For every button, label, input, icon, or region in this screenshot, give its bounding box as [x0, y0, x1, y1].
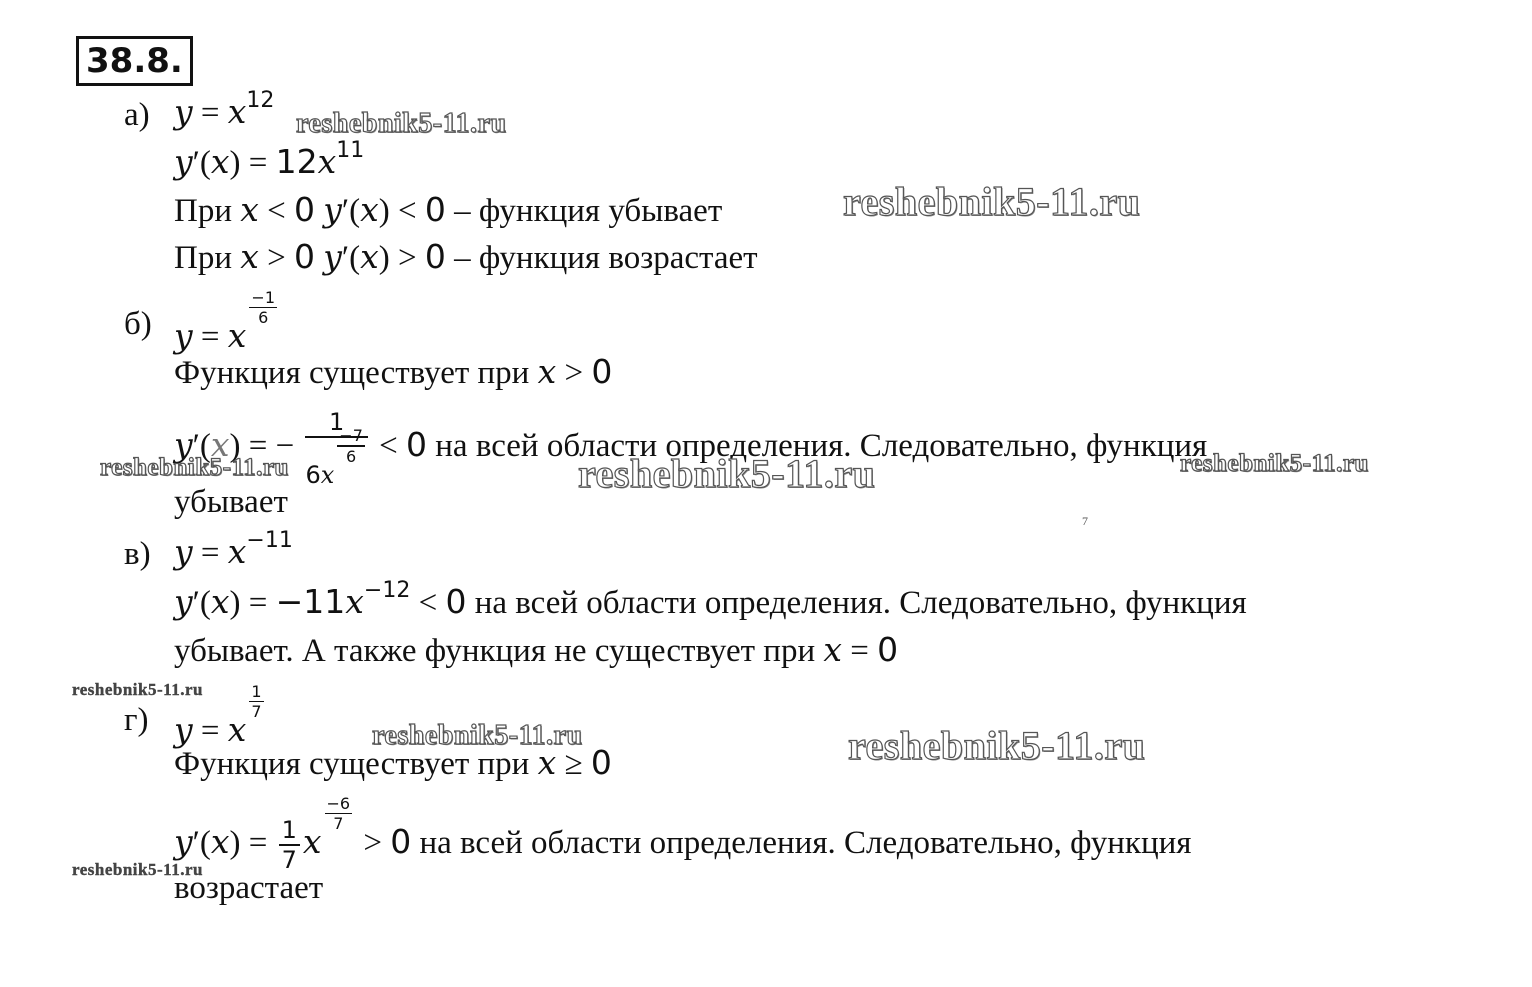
part-b-domain-text: на всей области определения. Следовательно, функция — [435, 428, 1208, 465]
part-g-exists-text: Функция существует при — [174, 746, 530, 782]
part-v-derivative-line: $y'(x) = -11x^{-12} < 0$ на всей области определения. Следовательно, функция — [174, 578, 1247, 621]
part-g-result: возрастает — [174, 870, 324, 906]
part-g-domain-text: на всей области определения. Следовательно, функция — [419, 825, 1192, 861]
watermark: reshebnik5-11.ru — [72, 860, 203, 879]
part-v-result-line: убывает. А также функция не существует при x = 0 — [174, 630, 899, 669]
part-v-label: в) — [124, 536, 151, 572]
part-g-label: г) — [124, 702, 149, 738]
watermark: reshebnik5-11.ru — [100, 454, 289, 481]
part-b-existence: Функция существует при x > 0 — [174, 352, 613, 391]
problem-number: 38.8. — [76, 36, 193, 86]
part-g-existence: Функция существует при x ≥ 0 — [174, 743, 612, 782]
watermark: reshebnik5-11.ru — [296, 108, 507, 139]
watermark: reshebnik5-11.ru — [578, 451, 876, 496]
part-a-lead-1: При — [174, 193, 232, 229]
part-a-increasing-text: – функция возрастает — [454, 240, 758, 276]
watermark: reshebnik5-11.ru — [1180, 450, 1369, 477]
part-a-function: $y = x^{12}$ — [174, 88, 275, 131]
part-b-function: y = x $\frac{-1}{6}$ — [174, 288, 275, 355]
part-a-decreasing-text: – функция убывает — [454, 193, 723, 229]
part-b-exists-text: Функция существует при — [174, 355, 530, 391]
part-a-lead-2: При — [174, 240, 232, 276]
part-a-increasing-line: При x > 0 y′(x) > 0 – функция возрастает — [174, 237, 758, 276]
stray-mark: 7 — [1082, 514, 1088, 528]
watermark: reshebnik5-11.ru — [372, 720, 583, 751]
part-b-derivative-line: y′(x) = − 1 6x $\frac{-7}{6}$ < 0 на всей области определения. Следовательно, функция — [174, 408, 1208, 489]
part-a-label: а) — [124, 97, 150, 133]
part-v-domain-text: на всей области определения. Следовательно, функция — [474, 585, 1247, 621]
part-b-result: убывает — [174, 484, 288, 520]
watermark: reshebnik5-11.ru — [848, 723, 1146, 768]
watermark: reshebnik5-11.ru — [843, 179, 1141, 224]
part-v-function: $y = x^{-11}$ — [174, 528, 293, 571]
part-a-derivative: $y'(x) = 12x^{11}$ — [174, 138, 365, 181]
part-b-label: б) — [124, 306, 152, 342]
watermark: reshebnik5-11.ru — [72, 680, 203, 699]
part-v-result-text: убывает. А также функция не существует при — [174, 633, 816, 669]
part-a-decreasing-line: При x < 0 y′(x) < 0 – функция убывает — [174, 190, 723, 229]
part-g-function: y = x $\frac{1}{7}$ — [174, 682, 262, 749]
part-g-derivative-line: y′(x) = $\frac{1}{7}$ x $\frac{-6}{7}$ > 0 на всей области определения. Следовательно, функция — [174, 794, 1192, 875]
